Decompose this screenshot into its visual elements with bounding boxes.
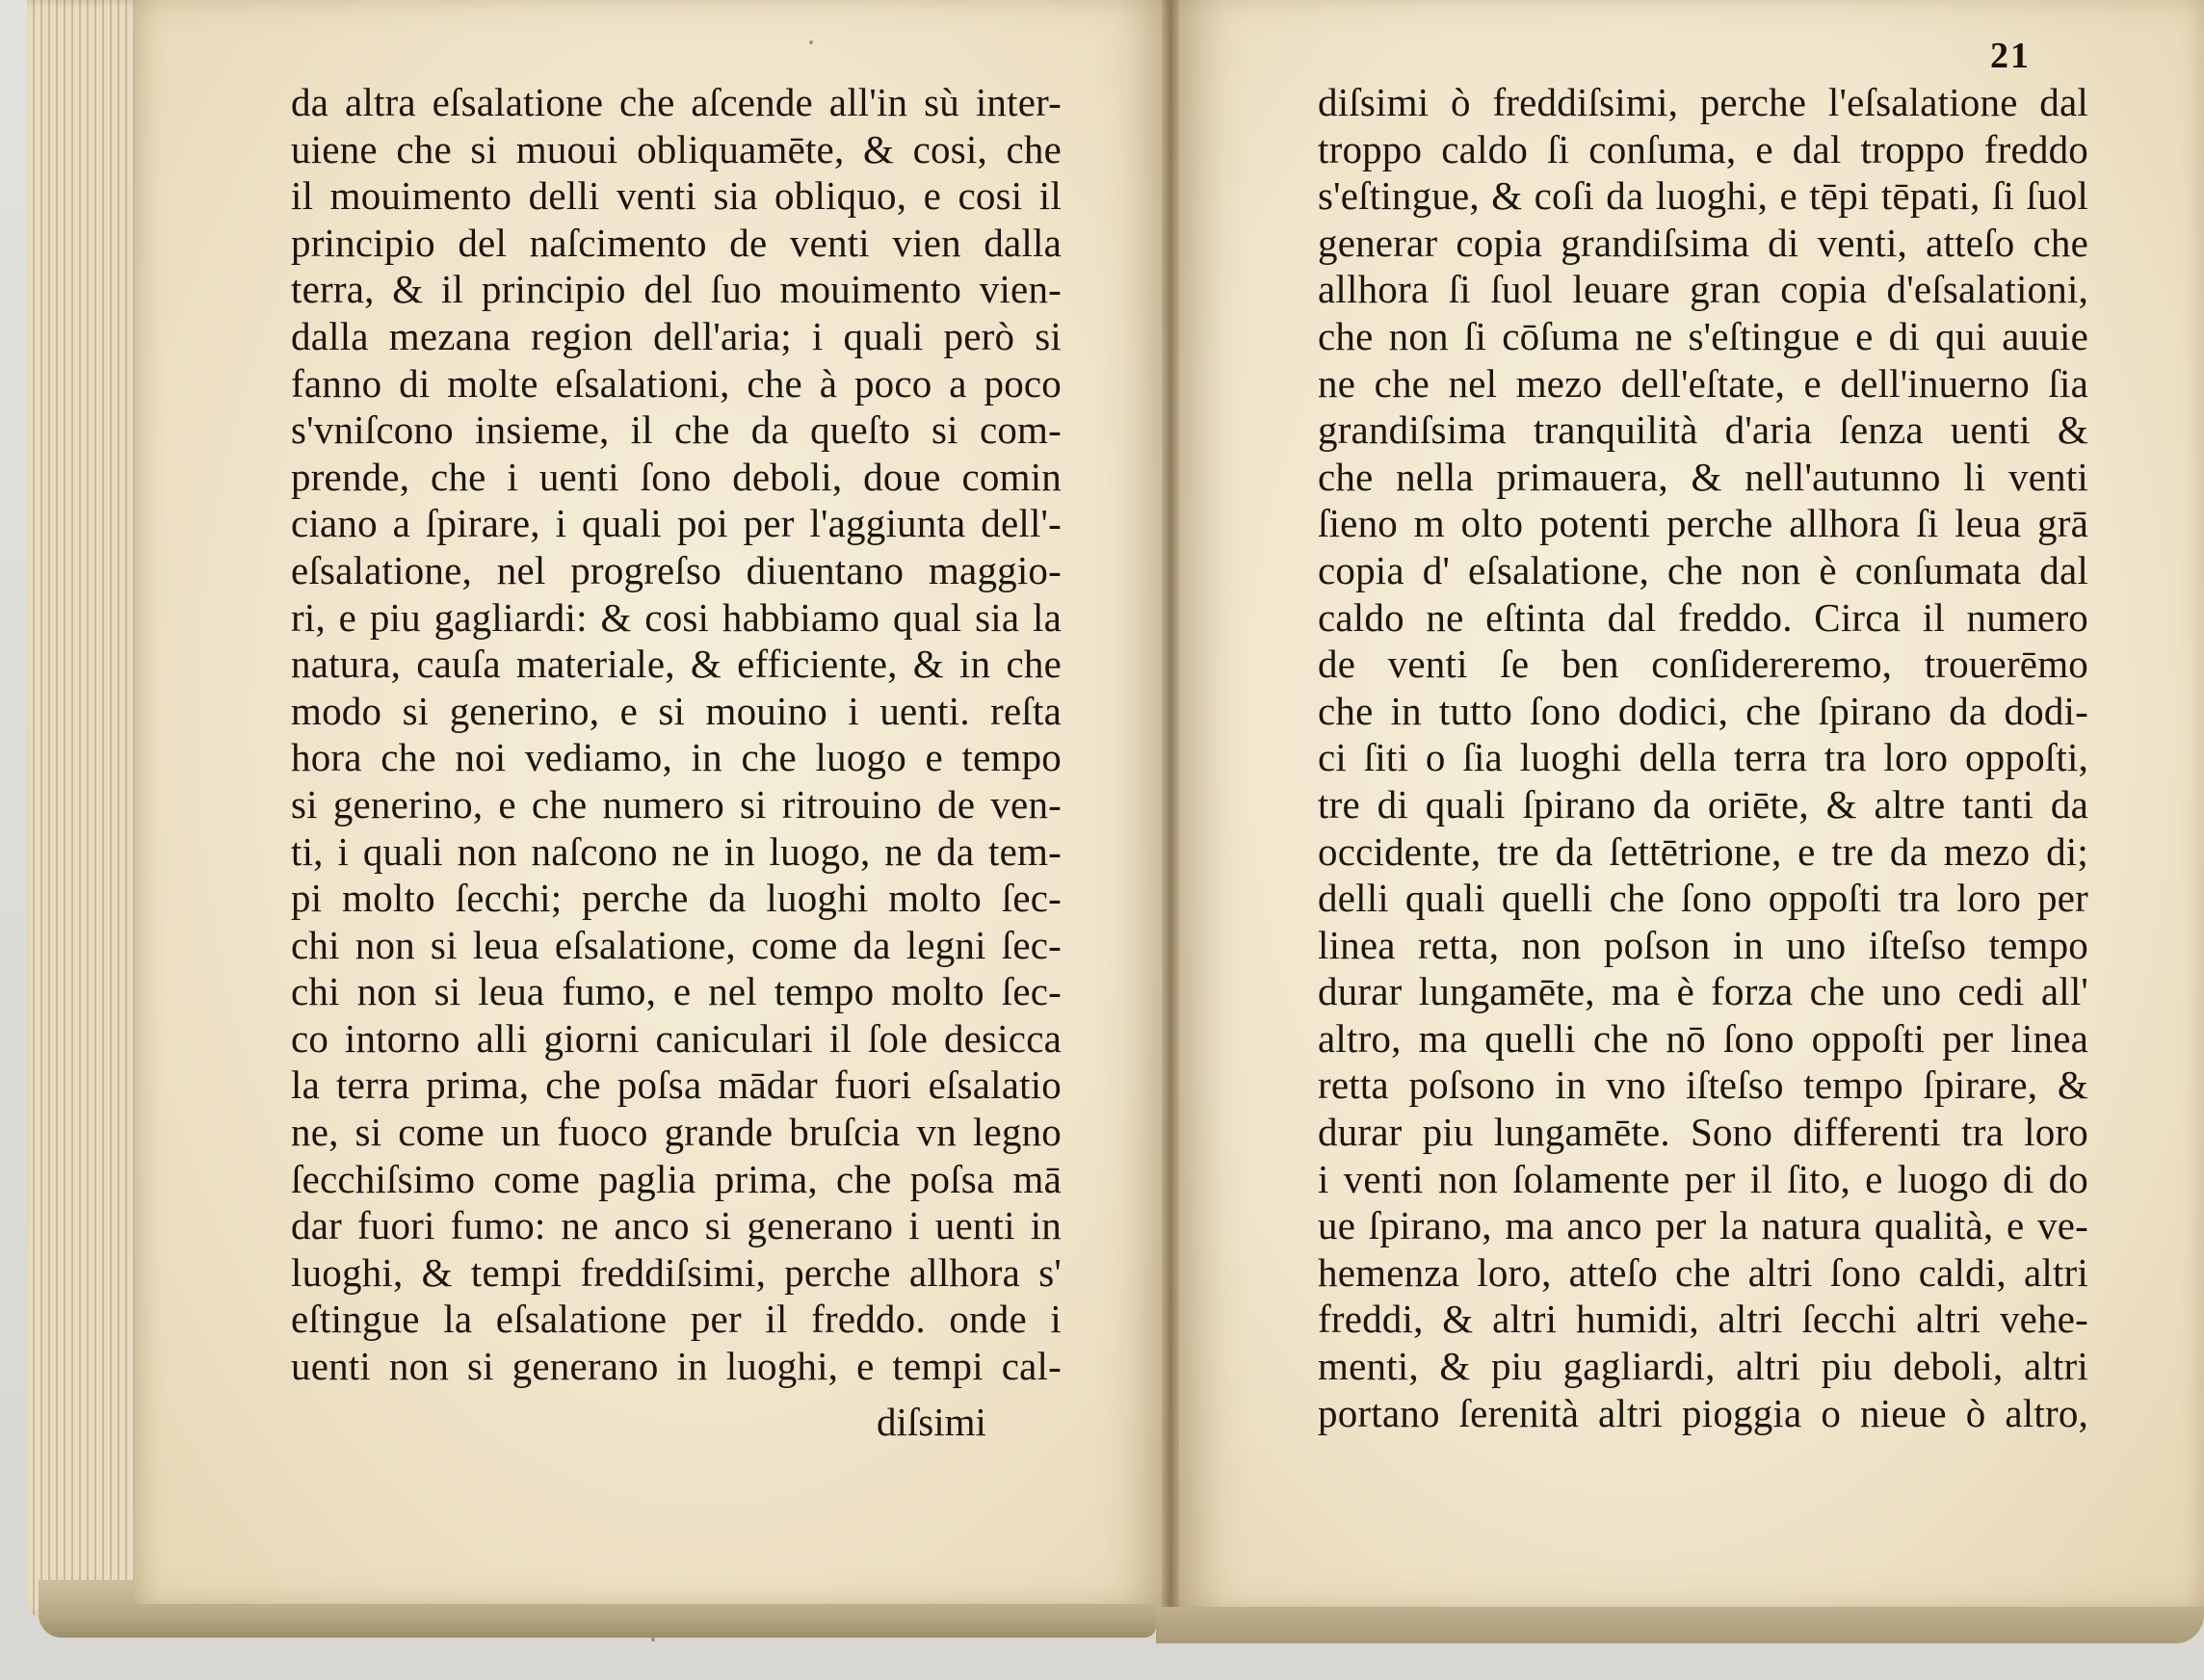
page-edges-left (27, 0, 152, 1618)
text-line: eſtingue la eſsalatione per il freddo. onde i (291, 1297, 1062, 1342)
text-line: s'eſtingue, & coſi da luoghi, e tēpi tēpati, ſi ſuol (1318, 173, 2088, 219)
text-line: terra, & il principio del ſuo mouimento vien- (291, 267, 1062, 312)
text-line: retta poſsono in vno iſteſso tempo ſpirare, & (1318, 1063, 2088, 1108)
text-line: hemenza loro, atteſo che altri ſono caldi, altri (1318, 1249, 2088, 1295)
text-line: troppo caldo ſi conſuma, e dal troppo freddo (1318, 126, 2088, 171)
text-line: linea retta, non poſson in uno iſteſso tempo (1318, 922, 2088, 967)
text-line: natura, cauſa materiale, & efficiente, & in che (291, 642, 1062, 687)
text-line: eſsalatione, nel progreſso diuentano maggio- (291, 547, 1062, 592)
text-line: chi non si leua eſsalatione, come da legni ſec- (291, 922, 1062, 967)
text-line: chi non si leua fumo, e nel tempo molto ſec- (291, 969, 1062, 1014)
text-line: tre di quali ſpirano da oriēte, & altre tanti da (1318, 781, 2088, 827)
text-line: durar lungamēte, ma è forza che uno cedi all' (1318, 969, 2088, 1014)
text-line: che in tutto ſono dodici, che ſpirano da dodi- (1318, 688, 2088, 733)
text-line: uenti non si generano in luoghi, e tempi cal- (291, 1344, 1062, 1389)
left-page-text (291, 79, 1062, 1390)
text-line: delli quali quelli che ſono oppoſti tra loro per (1318, 876, 2088, 921)
text-line: fanno di molte eſsalationi, che à poco a poco (291, 360, 1062, 406)
page-number: 21 (1990, 36, 2031, 76)
text-line: ri, e piu gagliardi: & cosi habbiamo qual sia la (291, 594, 1062, 640)
text-line: si generino, e che numero si ritrouino de ven- (291, 781, 1062, 827)
text-line: portano ſerenità altri pioggia o nieue ò altro, (1318, 1390, 2088, 1435)
paper-speck (651, 1638, 655, 1641)
text-line: ſieno m olto potenti perche allhora ſi leua grā (1318, 501, 2088, 546)
text-line: s'vniſcono insieme, il che da queſto si com- (291, 407, 1062, 453)
text-line: dar fuori fumo: ne anco si generano i uenti in (291, 1203, 1062, 1248)
book-gutter (1162, 0, 1179, 1607)
text-line: de venti ſe ben conſidereremo, trouerēmo (1318, 642, 2088, 687)
text-line: pi molto ſecchi; perche da luoghi molto ſec- (291, 876, 1062, 921)
text-line: che non ſi cōſuma ne s'eſtingue e di qui auuie (1318, 313, 2088, 358)
text-line: ne che nel mezo dell'eſtate, e dell'inuerno ſia (1318, 360, 2088, 406)
text-line: prende, che i uenti ſono deboli, doue comin (291, 454, 1062, 499)
text-line: che nella primauera, & nell'autunno li venti (1318, 454, 2088, 499)
text-line: allhora ſi ſuol leuare gran copia d'eſsalationi, (1318, 267, 2088, 312)
text-line: diſsimi ò freddiſsimi, perche l'eſsalatione dal (1318, 80, 2088, 124)
text-line: generar copia grandiſsima di venti, atteſo che (1318, 220, 2088, 265)
text-line: hora che noi vediamo, in che luogo e tempo (291, 735, 1062, 780)
catchword: diſsimi (877, 1400, 986, 1444)
text-line: la terra prima, che poſsa mādar fuori eſsalatio (291, 1063, 1062, 1108)
text-line: freddi, & altri humidi, altri ſecchi altri vehe- (1318, 1297, 2088, 1342)
text-line: grandiſsima tranquilità d'aria ſenza uenti & (1318, 407, 2088, 453)
text-line: co intorno alli giorni caniculari il ſole desicca (291, 1015, 1062, 1061)
right-page-text (1318, 79, 2088, 1436)
text-line: ue ſpirano, ma anco per la natura qualità, e ve- (1318, 1203, 2088, 1248)
text-line: ne, si come un fuoco grande bruſcia vn legno (291, 1110, 1062, 1155)
text-line: dalla mezana region dell'aria; i quali però si (291, 313, 1062, 358)
text-line: da altra eſsalatione che aſcende all'in sù inter- (291, 80, 1062, 124)
text-line: copia d' eſsalatione, che non è conſumata dal (1318, 547, 2088, 592)
text-line: caldo ne eſtinta dal freddo. Circa il numero (1318, 594, 2088, 640)
text-line: ſecchiſsimo come paglia prima, che poſsa mā (291, 1156, 1062, 1201)
text-line: principio del naſcimento de venti vien dalla (291, 220, 1062, 265)
text-line: luoghi, & tempi freddiſsimi, perche allhora s' (291, 1249, 1062, 1295)
paper-speck (809, 40, 813, 44)
text-line: ci ſiti o ſia luoghi della terra tra loro oppoſti, (1318, 735, 2088, 780)
text-line: menti, & piu gagliardi, altri piu deboli, altri (1318, 1344, 2088, 1389)
text-line: modo si generino, e si mouino i uenti. reſta (291, 688, 1062, 733)
text-line: ciano a ſpirare, i quali poi per l'aggiunta dell'- (291, 501, 1062, 546)
text-line: altro, ma quelli che nō ſono oppoſti per linea (1318, 1015, 2088, 1061)
text-line: uiene che si muoui obliquamēte, & cosi, che (291, 126, 1062, 171)
text-line: durar piu lungamēte. Sono differenti tra loro (1318, 1110, 2088, 1155)
text-line: ti, i quali non naſcono ne in luogo, ne da tem- (291, 828, 1062, 874)
text-line: i venti non ſolamente per il ſito, e luogo di do (1318, 1156, 2088, 1201)
text-line: il mouimento delli venti sia obliquo, e cosi il (291, 173, 1062, 219)
text-line: occidente, tre da ſettētrione, e tre da mezo di; (1318, 828, 2088, 874)
